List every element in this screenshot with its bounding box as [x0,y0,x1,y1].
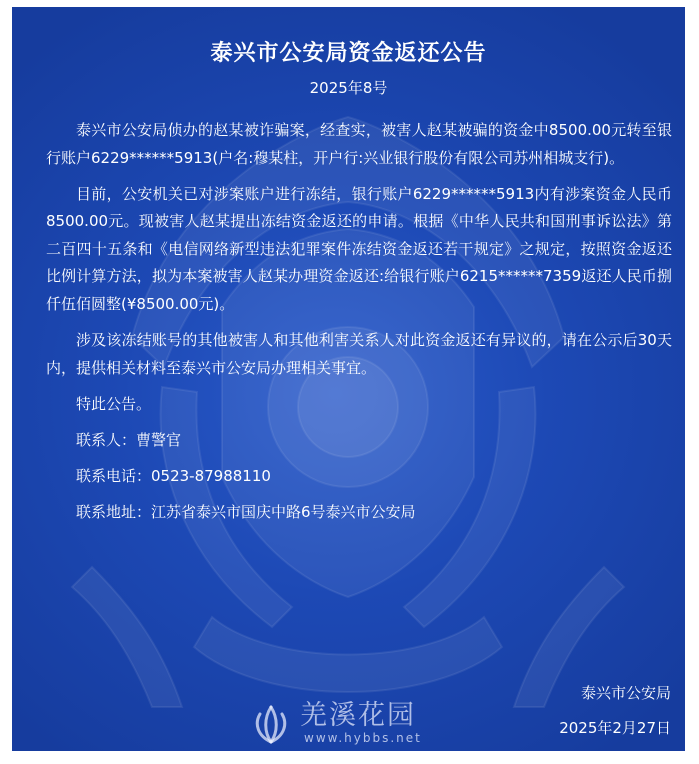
watermark-brand: 羌溪花园 [300,700,416,731]
notice-issuer: 泰兴市公安局 [580,684,671,702]
paragraph-refund: 目前，公安机关已对涉案账户进行冻结，银行账户6229******5913内有涉案资金人民币8500.00元。现被害人赵某提出冻结资金返还的申请。根据《中华人民共和国刑事诉讼法》第二百四十五条和《电信网络新型违法犯罪案件冻结资金返还若干规定》之规定，按照资金返还比例计算方法，拟为本案被害人赵某办理资金返还:给银行账户6215******7359返还人民币捌仟伍佰圆整(¥8500.00元)。 [46,184,672,314]
paragraph-closing: 特此公告。 [76,394,152,413]
paragraph-case: 泰兴市公安局侦办的赵某被诈骗案，经查实，被害人赵某被骗的资金中8500.00元转至银行账户6229******5913(户名:穆某柱，开户行:兴业银行股份有限公司苏州相城支行)。 [46,121,672,167]
notice-title: 泰兴市公安局资金返还公告 [210,41,487,66]
paragraph-objection: 涉及该冻结账号的其他被害人和其他利害关系人对此资金返还有异议的，请在公示后30天内，提供相关材料至泰兴市公安局办理相关事宜。 [46,331,672,377]
contact-phone: 联系电话：0523-87988110 [76,467,271,486]
notice-issue-number: 2025年8号 [309,79,388,97]
notice-poster [12,7,685,751]
notice-body [46,117,672,535]
contact-person: 联系人：曹警官 [76,430,182,449]
notice-date: 2025年2月27日 [559,719,671,737]
contact-address: 联系地址：江苏省泰兴市国庆中路6号泰兴市公安局 [76,503,416,522]
watermark-url: www.hybbs.net [304,731,422,745]
site-watermark [248,700,468,746]
flower-logo-icon [248,702,294,746]
